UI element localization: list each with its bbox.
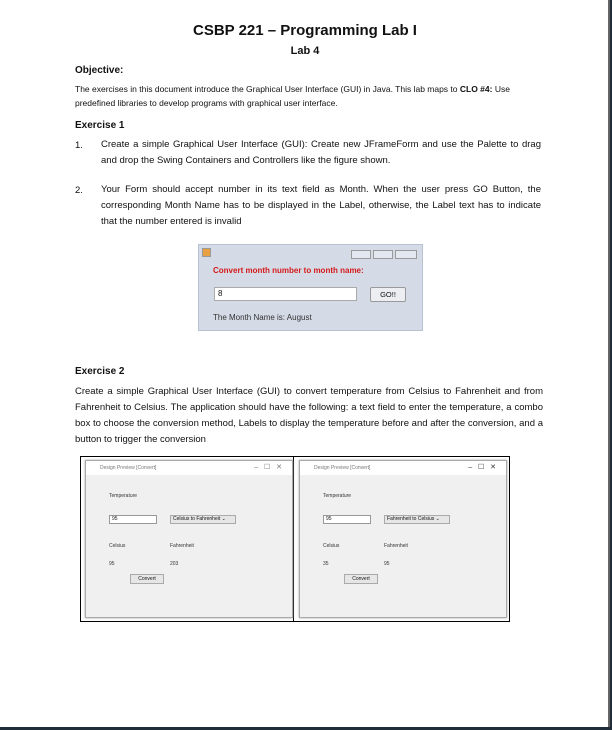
combo-value: Fahrenheit to Celsius [387, 516, 435, 522]
objective-part: The exercises in this document introduce the Graphical User Interface (GUI) in Java. This lab maps to [75, 84, 460, 94]
fahrenheit-value: 203 [170, 561, 179, 567]
convert-window-2 [299, 460, 507, 618]
figure-divider [293, 456, 294, 622]
window-controls-icon[interactable]: – ☐ ✕ [254, 464, 282, 471]
fahrenheit-label: Fahrenheit [170, 543, 194, 549]
convert-button[interactable]: Convert [344, 574, 378, 584]
close-icon[interactable] [395, 250, 417, 259]
objective-heading: Objective: [75, 65, 124, 76]
month-input[interactable]: 8 [214, 287, 357, 301]
celsius-value: 95 [109, 561, 115, 567]
conversion-combo[interactable]: Fahrenheit to Celsius ⌄ [384, 515, 450, 524]
window-titlebar [300, 461, 506, 475]
convert-window-1 [85, 460, 293, 618]
window-title: Design Preview [Convert] [100, 465, 157, 471]
item-number: 2. [75, 185, 83, 196]
minimize-icon[interactable] [351, 250, 371, 259]
exercise1-heading: Exercise 1 [75, 120, 125, 131]
clo-ref: CLO #4: [459, 84, 493, 94]
window-title: Design Preview [Convert] [314, 465, 371, 471]
objective-part: Use predefined libraries to develop programs with graphical user interface. [75, 84, 510, 108]
celsius-value: 35 [323, 561, 329, 567]
java-icon [202, 248, 211, 257]
item-number: 1. [75, 140, 83, 151]
combo-value: Celsius to Fahrenheit [173, 516, 221, 522]
conversion-combo[interactable]: Celsius to Fahrenheit ⌄ [170, 515, 236, 524]
fahrenheit-value: 95 [384, 561, 390, 567]
maximize-icon[interactable] [373, 250, 393, 259]
exercise1-item1: Create a simple Graphical User Interface (GUI): Create new JFrameForm and use the Palette to drag and drop the Swing Containers and Controllers like the figure shown. [101, 139, 541, 166]
exercise2-text: Create a simple Graphical User Interface (GUI) to convert temperature from Celsius to Fahrenheit and from Fahrenheit to Celsius. The application should have the following: a text field to enter the temperature, a combo box to choose the conversion method, Labels to display the temperature before and after the conversion, and a button to trigger the conversion [75, 386, 543, 445]
page-subtitle: Lab 4 [290, 45, 320, 57]
go-button[interactable]: GO!! [370, 287, 406, 302]
page-title: CSBP 221 – Programming Lab I [193, 22, 417, 39]
window-controls-icon[interactable]: – ☐ ✕ [468, 464, 496, 471]
convert-button[interactable]: Convert [130, 574, 164, 584]
month-converter-window [198, 244, 423, 331]
celsius-label: Celsius [109, 543, 126, 549]
window-titlebar [86, 461, 292, 475]
temperature-label: Temperature [323, 493, 352, 499]
prompt-label: Convert month number to month name: [213, 266, 364, 275]
temperature-label: Temperature [109, 493, 138, 499]
temperature-input[interactable]: 95 [323, 515, 371, 524]
fahrenheit-label: Fahrenheit [384, 543, 408, 549]
temperature-input[interactable]: 95 [109, 515, 157, 524]
celsius-label: Celsius [323, 543, 340, 549]
result-label: The Month Name is: August [213, 313, 312, 322]
exercise2-heading: Exercise 2 [75, 366, 125, 377]
objective-text [75, 82, 545, 110]
exercise1-item2: Your Form should accept number in its text field as Month. When the user press GO Button, the corresponding Month Name has to be displayed in the Label, otherwise, the Label text has to indicate that the number entered is invalid [101, 184, 541, 227]
